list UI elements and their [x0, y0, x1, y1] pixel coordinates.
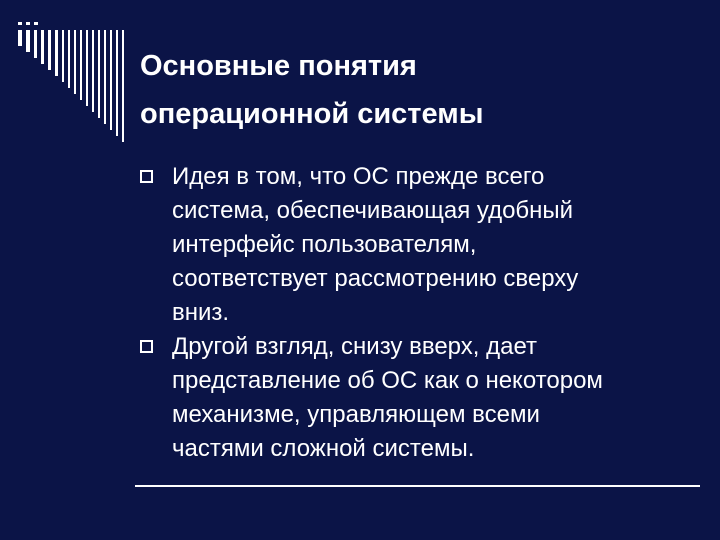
decorative-stripes [0, 0, 140, 160]
bullet-2-line-2: представление об ОС как о некотором [172, 367, 603, 394]
bullet-item-2 [140, 330, 710, 466]
title-line-1: Основные понятия [140, 50, 417, 82]
bullet-list [140, 160, 710, 466]
bullet-1-line-2: система, обеспечивающая удобный [172, 197, 574, 224]
bullet-1-line-5: вниз. [172, 299, 230, 326]
bullet-2-line-3: механизме, управляющем всеми [172, 401, 540, 428]
slide-title [140, 42, 700, 138]
bullet-1-line-1: Идея в том, что ОС прежде всего [172, 163, 545, 190]
square-bullet-icon [140, 170, 153, 183]
bullet-2-line-4: частями сложной системы. [172, 435, 475, 462]
square-bullet-icon [140, 340, 153, 353]
bullet-1-line-3: интерфейс пользователям, [172, 231, 477, 258]
bullet-1-line-4: соответствует рассмотрению сверху [172, 265, 579, 292]
bottom-divider [135, 485, 700, 487]
bullet-item-1 [140, 160, 710, 330]
bullet-2-line-1: Другой взгляд, снизу вверх, дает [172, 333, 537, 360]
title-line-2: операционной системы [140, 98, 484, 130]
